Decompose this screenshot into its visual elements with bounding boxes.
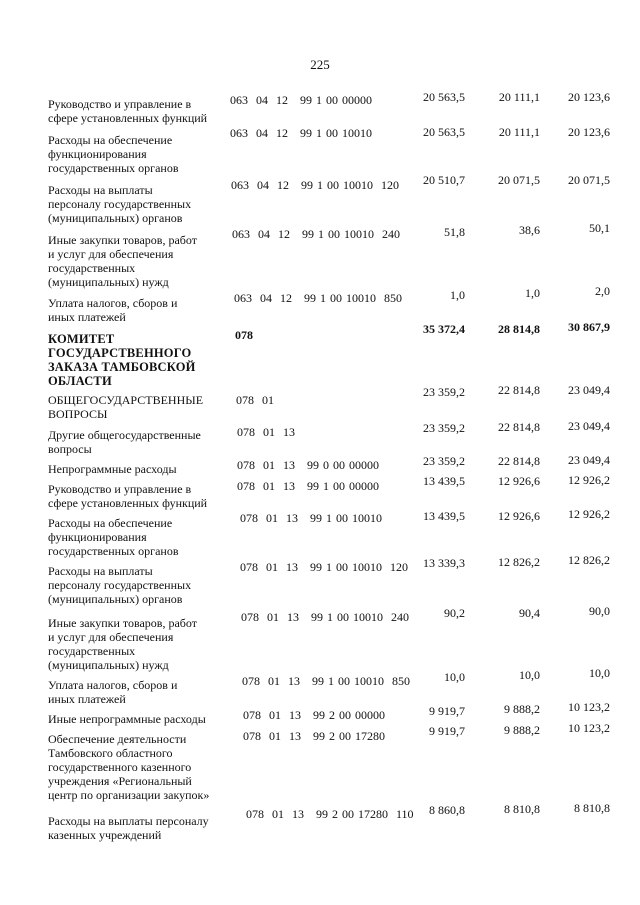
row-code: 078 01 13 99 1 00 10010 (240, 511, 382, 525)
row-name: Другие общегосударственные вопросы (48, 428, 201, 456)
row-code: 078 01 13 99 1 00 00000 (237, 479, 379, 493)
row-value-1: 23 359,2 (423, 454, 465, 468)
row-value-2: 90,4 (519, 606, 540, 620)
row-code: 078 01 13 99 2 00 00000 (243, 708, 385, 722)
row-value-3: 20 071,5 (568, 173, 610, 187)
row-value-3: 10 123,2 (568, 700, 610, 714)
row-code: 078 01 13 99 1 00 10010 120 (240, 560, 408, 574)
row-code: 063 04 12 99 1 00 10010 (230, 126, 372, 140)
row-value-1: 23 359,2 (423, 385, 465, 399)
row-value-2: 10,0 (519, 668, 540, 682)
row-name: Руководство и управление в сфере установленных функций (48, 482, 208, 510)
row-value-2: 20 111,1 (498, 90, 540, 104)
row-code: 078 01 13 99 2 00 17280 (243, 729, 385, 743)
row-value-2: 28 814,8 (498, 322, 540, 336)
row-name: Расходы на выплаты персоналу государственных (муниципальных) органов (48, 183, 192, 225)
row-code: 063 04 12 99 1 00 10010 120 (231, 178, 399, 192)
row-value-2: 20 111,1 (498, 125, 540, 139)
row-value-3: 12 926,2 (568, 473, 610, 487)
row-name: Иные закупки товаров, работ и услуг для обеспечения государственных (муниципальных) нужд (48, 616, 197, 672)
row-name: Руководство и управление в сфере установленных функций (48, 97, 208, 125)
row-code: 078 (235, 328, 253, 342)
row-value-2: 12 926,6 (498, 474, 540, 488)
row-code: 078 01 13 99 0 00 00000 (237, 458, 379, 472)
row-value-1: 35 372,4 (423, 322, 465, 336)
row-value-1: 10,0 (444, 670, 465, 684)
row-value-1: 9 919,7 (429, 724, 465, 738)
row-value-2: 9 888,2 (504, 702, 540, 716)
row-name: Обеспечение деятельности Тамбовского областного государственного казенного учреждения «Региональный центр по организации закупок» (48, 732, 210, 802)
row-code: 063 04 12 99 1 00 10010 240 (232, 227, 400, 241)
row-value-3: 12 926,2 (568, 507, 610, 521)
row-value-3: 8 810,8 (574, 801, 610, 815)
row-value-1: 13 439,5 (423, 509, 465, 523)
row-value-3: 23 049,4 (568, 453, 610, 467)
row-value-3: 90,0 (589, 604, 610, 618)
row-value-1: 20 563,5 (423, 90, 465, 104)
row-name: Расходы на обеспечение функционирования государственных органов (48, 133, 179, 175)
row-code: 078 01 13 99 2 00 17280 110 (246, 807, 414, 821)
row-value-2: 22 814,8 (498, 454, 540, 468)
row-value-2: 22 814,8 (498, 383, 540, 397)
row-name: Иные закупки товаров, работ и услуг для обеспечения государственных (муниципальных) нужд (48, 233, 197, 289)
row-value-3: 2,0 (595, 284, 610, 298)
row-value-1: 13 439,5 (423, 474, 465, 488)
row-value-1: 13 339,3 (423, 556, 465, 570)
row-value-3: 10,0 (589, 666, 610, 680)
row-value-3: 23 049,4 (568, 419, 610, 433)
row-value-1: 20 563,5 (423, 125, 465, 139)
row-name: Уплата налогов, сборов и иных платежей (48, 296, 178, 324)
row-code: 078 01 (236, 393, 274, 407)
row-name: Уплата налогов, сборов и иных платежей (48, 678, 178, 706)
row-name: КОМИТЕТ ГОСУДАРСТВЕННОГО ЗАКАЗА ТАМБОВСКОЙ ОБЛАСТИ (48, 332, 196, 388)
row-name: Непрограммные расходы (48, 462, 177, 476)
row-value-1: 9 919,7 (429, 704, 465, 718)
row-value-3: 50,1 (589, 221, 610, 235)
row-value-1: 23 359,2 (423, 421, 465, 435)
row-value-1: 20 510,7 (423, 173, 465, 187)
row-value-2: 12 826,2 (498, 555, 540, 569)
row-value-1: 8 860,8 (429, 803, 465, 817)
row-value-2: 12 926,6 (498, 509, 540, 523)
row-code: 078 01 13 (237, 425, 295, 439)
row-code: 078 01 13 99 1 00 10010 850 (242, 674, 410, 688)
page-number: 225 (310, 57, 330, 72)
row-code: 078 01 13 99 1 00 10010 240 (241, 610, 409, 624)
row-value-1: 51,8 (444, 225, 465, 239)
row-value-3: 23 049,4 (568, 383, 610, 397)
row-value-2: 1,0 (525, 286, 540, 300)
row-value-3: 10 123,2 (568, 721, 610, 735)
row-name: Расходы на выплаты персоналу государственных (муниципальных) органов (48, 564, 192, 606)
row-name: ОБЩЕГОСУДАРСТВЕННЫЕ ВОПРОСЫ (48, 393, 204, 421)
row-value-3: 20 123,6 (568, 90, 610, 104)
row-value-3: 20 123,6 (568, 125, 610, 139)
row-value-3: 12 826,2 (568, 553, 610, 567)
row-value-2: 22 814,8 (498, 420, 540, 434)
row-code: 063 04 12 99 1 00 10010 850 (234, 291, 402, 305)
row-name: Иные непрограммные расходы (48, 712, 206, 726)
row-value-1: 90,2 (444, 606, 465, 620)
row-value-3: 30 867,9 (568, 320, 610, 334)
row-value-2: 38,6 (519, 223, 540, 237)
row-name: Расходы на обеспечение функционирования государственных органов (48, 516, 179, 558)
row-name: Расходы на выплаты персоналу казенных учреждений (48, 814, 209, 842)
row-value-2: 9 888,2 (504, 723, 540, 737)
row-value-2: 20 071,5 (498, 173, 540, 187)
row-value-1: 1,0 (450, 288, 465, 302)
row-code: 063 04 12 99 1 00 00000 (230, 93, 372, 107)
row-value-2: 8 810,8 (504, 802, 540, 816)
